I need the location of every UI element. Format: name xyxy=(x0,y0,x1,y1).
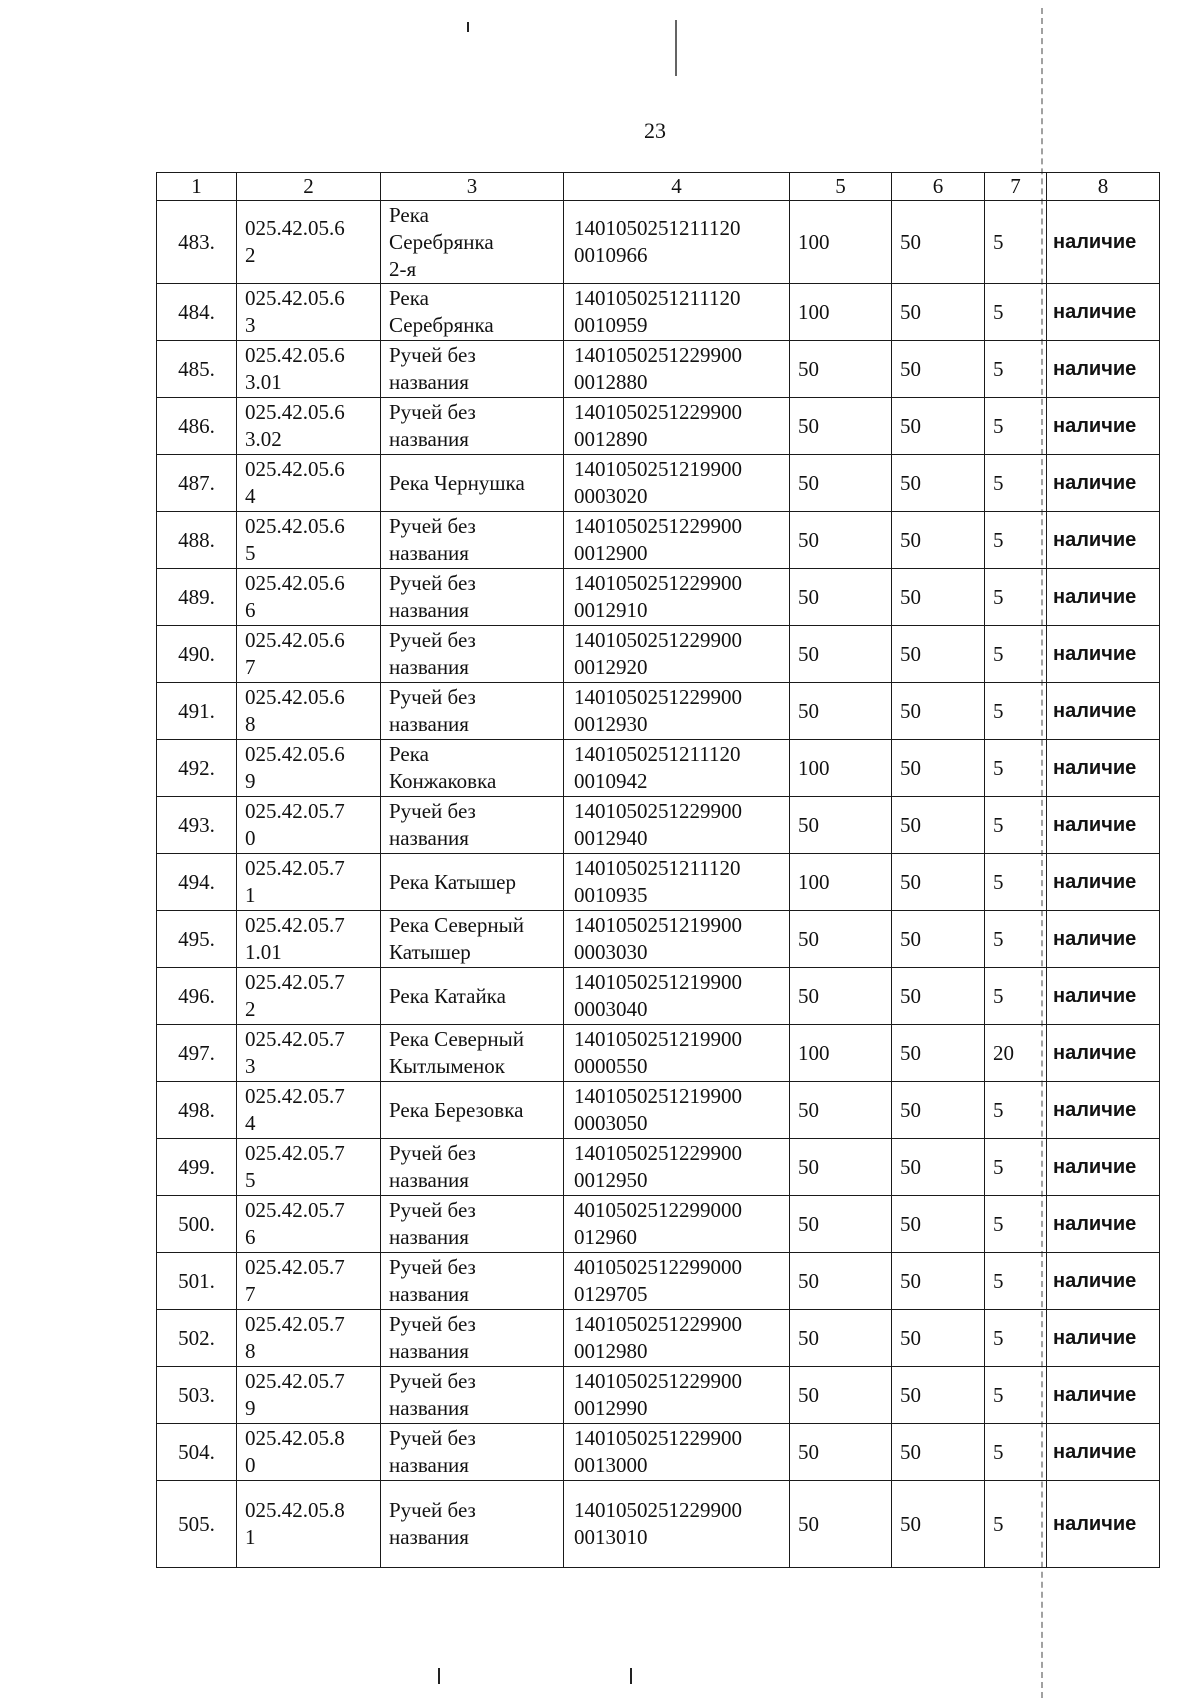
column-5-cell: 50 xyxy=(790,341,892,398)
row-number-cell: 502. xyxy=(157,1310,237,1367)
column-7-cell: 5 xyxy=(985,1481,1047,1568)
table-row xyxy=(157,1424,1160,1481)
column-5-cell: 50 xyxy=(790,455,892,512)
status-cell: наличие xyxy=(1047,626,1160,683)
column-6-cell: 50 xyxy=(892,1196,985,1253)
column-7-cell: 5 xyxy=(985,740,1047,797)
row-number-cell: 485. xyxy=(157,341,237,398)
name-cell: Река Серебрянка 2-я xyxy=(381,201,564,284)
code-cell: 025.42.05.6 5 xyxy=(237,512,381,569)
scan-mark xyxy=(438,1668,440,1684)
table-row xyxy=(157,683,1160,740)
row-number-cell: 500. xyxy=(157,1196,237,1253)
name-cell: Ручей без названия xyxy=(381,1310,564,1367)
name-cell: Ручей без названия xyxy=(381,1481,564,1568)
column-7-cell: 20 xyxy=(985,1025,1047,1082)
table-row xyxy=(157,284,1160,341)
column-7-cell: 5 xyxy=(985,797,1047,854)
table-row xyxy=(157,911,1160,968)
column-6-cell: 50 xyxy=(892,683,985,740)
status-cell: наличие xyxy=(1047,341,1160,398)
table-row xyxy=(157,1082,1160,1139)
code-cell: 025.42.05.7 4 xyxy=(237,1082,381,1139)
row-number-cell: 488. xyxy=(157,512,237,569)
scan-mark xyxy=(630,1668,632,1684)
column-header: 2 xyxy=(237,173,381,201)
column-6-cell: 50 xyxy=(892,1025,985,1082)
code-cell: 025.42.05.7 6 xyxy=(237,1196,381,1253)
status-cell: наличие xyxy=(1047,911,1160,968)
table-row xyxy=(157,398,1160,455)
name-cell: Река Северный Катышер xyxy=(381,911,564,968)
code-cell: 025.42.05.6 7 xyxy=(237,626,381,683)
table-row xyxy=(157,626,1160,683)
status-cell: наличие xyxy=(1047,1025,1160,1082)
registry-id-cell: 1401050251219900 0000550 xyxy=(564,1025,790,1082)
column-7-cell: 5 xyxy=(985,455,1047,512)
column-5-cell: 50 xyxy=(790,1481,892,1568)
name-cell: Ручей без названия xyxy=(381,1139,564,1196)
column-6-cell: 50 xyxy=(892,1253,985,1310)
code-cell: 025.42.05.7 2 xyxy=(237,968,381,1025)
registry-id-cell: 4010502512299000 0129705 xyxy=(564,1253,790,1310)
column-header: 1 xyxy=(157,173,237,201)
column-5-cell: 50 xyxy=(790,569,892,626)
column-6-cell: 50 xyxy=(892,284,985,341)
code-cell: 025.42.05.7 1 xyxy=(237,854,381,911)
status-cell: наличие xyxy=(1047,797,1160,854)
table-row xyxy=(157,1367,1160,1424)
status-cell: наличие xyxy=(1047,455,1160,512)
column-5-cell: 50 xyxy=(790,1310,892,1367)
column-7-cell: 5 xyxy=(985,968,1047,1025)
column-7-cell: 5 xyxy=(985,284,1047,341)
registry-id-cell: 1401050251219900 0003030 xyxy=(564,911,790,968)
row-number-cell: 495. xyxy=(157,911,237,968)
name-cell: Река Березовка xyxy=(381,1082,564,1139)
column-7-cell: 5 xyxy=(985,854,1047,911)
column-5-cell: 50 xyxy=(790,1082,892,1139)
column-5-cell: 100 xyxy=(790,201,892,284)
row-number-cell: 496. xyxy=(157,968,237,1025)
code-cell: 025.42.05.6 3.02 xyxy=(237,398,381,455)
table-header-row xyxy=(157,173,1160,201)
row-number-cell: 486. xyxy=(157,398,237,455)
status-cell: наличие xyxy=(1047,512,1160,569)
row-number-cell: 484. xyxy=(157,284,237,341)
scan-mark xyxy=(675,20,677,76)
status-cell: наличие xyxy=(1047,683,1160,740)
code-cell: 025.42.05.7 9 xyxy=(237,1367,381,1424)
column-6-cell: 50 xyxy=(892,911,985,968)
code-cell: 025.42.05.7 8 xyxy=(237,1310,381,1367)
column-header: 3 xyxy=(381,173,564,201)
name-cell: Река Конжаковка xyxy=(381,740,564,797)
name-cell: Ручей без названия xyxy=(381,683,564,740)
row-number-cell: 493. xyxy=(157,797,237,854)
table-row xyxy=(157,512,1160,569)
registry-id-cell: 1401050251229900 0012950 xyxy=(564,1139,790,1196)
status-cell: наличие xyxy=(1047,284,1160,341)
column-6-cell: 50 xyxy=(892,968,985,1025)
registry-id-cell: 1401050251229900 0012880 xyxy=(564,341,790,398)
name-cell: Ручей без названия xyxy=(381,512,564,569)
column-5-cell: 50 xyxy=(790,512,892,569)
registry-id-cell: 1401050251211120 0010935 xyxy=(564,854,790,911)
registry-id-cell: 1401050251211120 0010966 xyxy=(564,201,790,284)
name-cell: Река Катайка xyxy=(381,968,564,1025)
row-number-cell: 494. xyxy=(157,854,237,911)
column-5-cell: 100 xyxy=(790,1025,892,1082)
table-row xyxy=(157,854,1160,911)
column-6-cell: 50 xyxy=(892,854,985,911)
row-number-cell: 498. xyxy=(157,1082,237,1139)
status-cell: наличие xyxy=(1047,398,1160,455)
name-cell: Ручей без названия xyxy=(381,398,564,455)
table-row xyxy=(157,1196,1160,1253)
page-number: 23 xyxy=(644,118,666,143)
table-row xyxy=(157,797,1160,854)
column-7-cell: 5 xyxy=(985,1253,1047,1310)
column-6-cell: 50 xyxy=(892,1367,985,1424)
status-cell: наличие xyxy=(1047,1253,1160,1310)
table-row xyxy=(157,1139,1160,1196)
column-5-cell: 50 xyxy=(790,797,892,854)
status-cell: наличие xyxy=(1047,1082,1160,1139)
column-header: 4 xyxy=(564,173,790,201)
data-table xyxy=(156,172,1160,1568)
column-6-cell: 50 xyxy=(892,512,985,569)
column-5-cell: 100 xyxy=(790,740,892,797)
name-cell: Река Чернушка xyxy=(381,455,564,512)
table-row xyxy=(157,569,1160,626)
status-cell: наличие xyxy=(1047,569,1160,626)
name-cell: Ручей без названия xyxy=(381,1424,564,1481)
column-5-cell: 50 xyxy=(790,1367,892,1424)
name-cell: Ручей без названия xyxy=(381,569,564,626)
code-cell: 025.42.05.7 0 xyxy=(237,797,381,854)
name-cell: Ручей без названия xyxy=(381,797,564,854)
row-number-cell: 497. xyxy=(157,1025,237,1082)
name-cell: Ручей без названия xyxy=(381,1253,564,1310)
column-6-cell: 50 xyxy=(892,398,985,455)
row-number-cell: 505. xyxy=(157,1481,237,1568)
column-7-cell: 5 xyxy=(985,201,1047,284)
code-cell: 025.42.05.6 6 xyxy=(237,569,381,626)
column-6-cell: 50 xyxy=(892,1082,985,1139)
table-row xyxy=(157,968,1160,1025)
column-6-cell: 50 xyxy=(892,1424,985,1481)
column-5-cell: 50 xyxy=(790,626,892,683)
row-number-cell: 487. xyxy=(157,455,237,512)
column-7-cell: 5 xyxy=(985,341,1047,398)
row-number-cell: 501. xyxy=(157,1253,237,1310)
column-7-cell: 5 xyxy=(985,1310,1047,1367)
registry-id-cell: 1401050251229900 0012900 xyxy=(564,512,790,569)
column-5-cell: 100 xyxy=(790,284,892,341)
column-5-cell: 50 xyxy=(790,1196,892,1253)
status-cell: наличие xyxy=(1047,1196,1160,1253)
row-number-cell: 483. xyxy=(157,201,237,284)
registry-id-cell: 1401050251229900 0012930 xyxy=(564,683,790,740)
status-cell: наличие xyxy=(1047,1424,1160,1481)
column-5-cell: 100 xyxy=(790,854,892,911)
name-cell: Ручей без названия xyxy=(381,1196,564,1253)
column-header: 6 xyxy=(892,173,985,201)
column-5-cell: 50 xyxy=(790,968,892,1025)
code-cell: 025.42.05.7 7 xyxy=(237,1253,381,1310)
column-6-cell: 50 xyxy=(892,569,985,626)
code-cell: 025.42.05.7 3 xyxy=(237,1025,381,1082)
name-cell: Река Северный Кытлыменок xyxy=(381,1025,564,1082)
code-cell: 025.42.05.6 3 xyxy=(237,284,381,341)
column-header: 8 xyxy=(1047,173,1160,201)
column-7-cell: 5 xyxy=(985,398,1047,455)
column-7-cell: 5 xyxy=(985,1139,1047,1196)
code-cell: 025.42.05.7 5 xyxy=(237,1139,381,1196)
code-cell: 025.42.05.6 8 xyxy=(237,683,381,740)
registry-id-cell: 1401050251229900 0012910 xyxy=(564,569,790,626)
row-number-cell: 492. xyxy=(157,740,237,797)
column-7-cell: 5 xyxy=(985,569,1047,626)
status-cell: наличие xyxy=(1047,1481,1160,1568)
column-7-cell: 5 xyxy=(985,1424,1047,1481)
registry-id-cell: 4010502512299000 012960 xyxy=(564,1196,790,1253)
row-number-cell: 504. xyxy=(157,1424,237,1481)
name-cell: Река Серебрянка xyxy=(381,284,564,341)
registry-id-cell: 1401050251219900 0003020 xyxy=(564,455,790,512)
code-cell: 025.42.05.7 1.01 xyxy=(237,911,381,968)
row-number-cell: 503. xyxy=(157,1367,237,1424)
column-5-cell: 50 xyxy=(790,911,892,968)
column-header: 5 xyxy=(790,173,892,201)
column-6-cell: 50 xyxy=(892,1481,985,1568)
column-6-cell: 50 xyxy=(892,1139,985,1196)
table-row xyxy=(157,201,1160,284)
column-6-cell: 50 xyxy=(892,797,985,854)
table-row xyxy=(157,1025,1160,1082)
registry-id-cell: 1401050251229900 0012990 xyxy=(564,1367,790,1424)
registry-id-cell: 1401050251229900 0012980 xyxy=(564,1310,790,1367)
row-number-cell: 491. xyxy=(157,683,237,740)
code-cell: 025.42.05.6 2 xyxy=(237,201,381,284)
column-5-cell: 50 xyxy=(790,1253,892,1310)
table-row xyxy=(157,1481,1160,1568)
column-6-cell: 50 xyxy=(892,740,985,797)
column-6-cell: 50 xyxy=(892,626,985,683)
column-6-cell: 50 xyxy=(892,455,985,512)
scan-mark xyxy=(467,22,469,32)
table-row xyxy=(157,740,1160,797)
column-7-cell: 5 xyxy=(985,683,1047,740)
status-cell: наличие xyxy=(1047,1367,1160,1424)
status-cell: наличие xyxy=(1047,1310,1160,1367)
column-6-cell: 50 xyxy=(892,1310,985,1367)
status-cell: наличие xyxy=(1047,1139,1160,1196)
code-cell: 025.42.05.8 1 xyxy=(237,1481,381,1568)
column-7-cell: 5 xyxy=(985,911,1047,968)
row-number-cell: 499. xyxy=(157,1139,237,1196)
status-cell: наличие xyxy=(1047,740,1160,797)
table-row xyxy=(157,1310,1160,1367)
row-number-cell: 489. xyxy=(157,569,237,626)
column-5-cell: 50 xyxy=(790,398,892,455)
column-6-cell: 50 xyxy=(892,341,985,398)
code-cell: 025.42.05.6 3.01 xyxy=(237,341,381,398)
column-5-cell: 50 xyxy=(790,1139,892,1196)
table-row xyxy=(157,455,1160,512)
code-cell: 025.42.05.6 9 xyxy=(237,740,381,797)
registry-id-cell: 1401050251229900 0013010 xyxy=(564,1481,790,1568)
name-cell: Ручей без названия xyxy=(381,341,564,398)
registry-id-cell: 1401050251229900 0012890 xyxy=(564,398,790,455)
registry-id-cell: 1401050251211120 0010959 xyxy=(564,284,790,341)
column-5-cell: 50 xyxy=(790,1424,892,1481)
name-cell: Ручей без названия xyxy=(381,1367,564,1424)
registry-id-cell: 1401050251219900 0003050 xyxy=(564,1082,790,1139)
registry-id-cell: 1401050251211120 0010942 xyxy=(564,740,790,797)
name-cell: Ручей без названия xyxy=(381,626,564,683)
column-7-cell: 5 xyxy=(985,1367,1047,1424)
name-cell: Река Катышер xyxy=(381,854,564,911)
registry-id-cell: 1401050251219900 0003040 xyxy=(564,968,790,1025)
column-7-cell: 5 xyxy=(985,626,1047,683)
code-cell: 025.42.05.6 4 xyxy=(237,455,381,512)
column-7-cell: 5 xyxy=(985,512,1047,569)
column-header: 7 xyxy=(985,173,1047,201)
code-cell: 025.42.05.8 0 xyxy=(237,1424,381,1481)
registry-id-cell: 1401050251229900 0013000 xyxy=(564,1424,790,1481)
column-6-cell: 50 xyxy=(892,201,985,284)
row-number-cell: 490. xyxy=(157,626,237,683)
table-row xyxy=(157,1253,1160,1310)
status-cell: наличие xyxy=(1047,854,1160,911)
column-7-cell: 5 xyxy=(985,1082,1047,1139)
status-cell: наличие xyxy=(1047,201,1160,284)
registry-id-cell: 1401050251229900 0012920 xyxy=(564,626,790,683)
table-row xyxy=(157,341,1160,398)
status-cell: наличие xyxy=(1047,968,1160,1025)
registry-id-cell: 1401050251229900 0012940 xyxy=(564,797,790,854)
column-7-cell: 5 xyxy=(985,1196,1047,1253)
column-5-cell: 50 xyxy=(790,683,892,740)
